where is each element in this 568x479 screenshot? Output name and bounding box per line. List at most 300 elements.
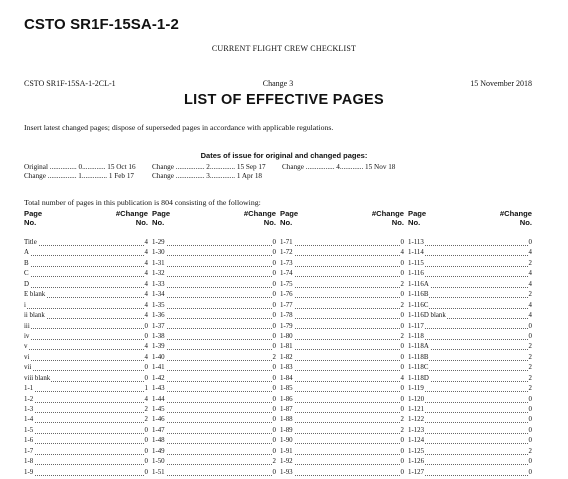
table-row xyxy=(280,426,404,436)
page-number: 1-5 xyxy=(24,426,34,436)
page-number: 1-4 xyxy=(24,415,34,425)
page-number: 1-8 xyxy=(24,457,34,467)
change-number: 2 xyxy=(528,259,532,269)
dot-leader xyxy=(152,328,276,329)
change-number: 2 xyxy=(528,384,532,394)
dates-column-1 xyxy=(24,163,136,181)
page-number: 1-113 xyxy=(408,238,425,248)
page-number: B xyxy=(24,259,30,269)
change-number: 0 xyxy=(528,426,532,436)
page-number: 1-35 xyxy=(152,301,166,311)
page-number: 1-7 xyxy=(24,447,34,457)
lep-rows xyxy=(152,238,276,478)
table-row xyxy=(280,238,404,248)
page-number: 1-116 xyxy=(408,269,425,279)
page-number: 1-34 xyxy=(152,290,166,300)
page-number: 1-36 xyxy=(152,311,166,321)
page-number: 1-40 xyxy=(152,353,166,363)
change-number: 2 xyxy=(528,353,532,363)
dot-leader xyxy=(280,360,404,361)
dot-leader xyxy=(152,443,276,444)
change-number: 4 xyxy=(528,248,532,258)
change-number: 0 xyxy=(272,280,276,290)
dot-leader xyxy=(152,287,276,288)
change-number: 0 xyxy=(400,259,404,269)
change-number: 0 xyxy=(400,447,404,457)
page-number: 1-123 xyxy=(408,426,425,436)
table-row xyxy=(280,457,404,467)
page-number: 1-38 xyxy=(152,332,166,342)
change-number: 0 xyxy=(272,248,276,258)
dot-leader xyxy=(152,318,276,319)
change-number: 0 xyxy=(272,259,276,269)
dot-leader xyxy=(24,308,148,309)
table-row xyxy=(24,415,148,425)
change-number: 0 xyxy=(272,405,276,415)
change-number: 4 xyxy=(528,311,532,321)
change-number: 2 xyxy=(400,280,404,290)
document-meta-row xyxy=(24,79,532,90)
table-row xyxy=(280,332,404,342)
change-number: 0 xyxy=(528,332,532,342)
change-number: 0 xyxy=(400,468,404,478)
change-number: 0 xyxy=(144,322,148,332)
table-row xyxy=(152,374,276,384)
dot-leader xyxy=(24,464,148,465)
change-number: 2 xyxy=(528,290,532,300)
dot-leader xyxy=(280,443,404,444)
date-entry: Change ................ 1.............. 1 Feb 17 xyxy=(24,172,135,180)
change-number: 0 xyxy=(144,363,148,373)
change-number: 0 xyxy=(400,290,404,300)
change-number: 0 xyxy=(400,363,404,373)
page-number: 1-29 xyxy=(152,238,166,248)
change-number: 4 xyxy=(400,248,404,258)
page-number: 1-116B xyxy=(408,290,429,300)
page-number: Title xyxy=(24,238,38,248)
table-row xyxy=(152,248,276,258)
checklist-id: CSTO SR1F-15SA-1-2CL-1 xyxy=(24,79,116,88)
change-number: 0 xyxy=(400,457,404,467)
page-number: C xyxy=(24,269,30,279)
dot-leader xyxy=(152,454,276,455)
table-row xyxy=(280,290,404,300)
table-row xyxy=(408,374,532,384)
dot-leader xyxy=(280,464,404,465)
dot-leader xyxy=(152,422,276,423)
page-number: v xyxy=(24,342,28,352)
lep-column xyxy=(24,209,148,476)
change-number: 0 xyxy=(400,269,404,279)
change-number: 0 xyxy=(400,353,404,363)
table-row xyxy=(24,290,148,300)
change-number: 0 xyxy=(400,436,404,446)
page-number: 1-42 xyxy=(152,374,166,384)
dot-leader xyxy=(408,276,532,277)
table-row xyxy=(280,311,404,321)
table-row xyxy=(408,269,532,279)
page-number: 1-39 xyxy=(152,342,166,352)
change-number: 4 xyxy=(144,342,148,352)
dot-leader xyxy=(152,245,276,246)
table-row xyxy=(280,415,404,425)
change-number: 0 xyxy=(400,405,404,415)
dot-leader xyxy=(24,433,148,434)
change-number: 0 xyxy=(272,468,276,478)
page-number: 1-45 xyxy=(152,405,166,415)
table-row xyxy=(280,468,404,478)
dot-leader xyxy=(280,412,404,413)
table-row xyxy=(24,353,148,363)
header-change xyxy=(500,209,532,227)
page-number: 1-31 xyxy=(152,259,166,269)
change-number: 0 xyxy=(400,238,404,248)
change-number: 0 xyxy=(400,342,404,352)
page-number: 1-9 xyxy=(24,468,34,478)
column-header xyxy=(408,209,532,227)
table-row xyxy=(152,238,276,248)
table-row xyxy=(408,322,532,332)
table-row xyxy=(280,436,404,446)
change-number: 0 xyxy=(528,436,532,446)
date-entry: Change ................ 4............. 15 Nov 18 xyxy=(282,163,396,171)
table-row xyxy=(152,468,276,478)
dot-leader xyxy=(24,360,148,361)
change-number: 4 xyxy=(144,248,148,258)
dot-leader xyxy=(24,328,148,329)
table-row xyxy=(152,322,276,332)
document-id: CSTO SR1F-15SA-1-2 xyxy=(24,16,179,33)
table-row xyxy=(24,280,148,290)
dot-leader xyxy=(152,433,276,434)
page-number: 1-46 xyxy=(152,415,166,425)
dot-leader xyxy=(152,297,276,298)
page-number: 1-85 xyxy=(280,384,294,394)
table-row xyxy=(24,447,148,457)
table-row xyxy=(24,269,148,279)
dot-leader xyxy=(408,422,532,423)
column-header xyxy=(152,209,276,227)
table-row xyxy=(24,468,148,478)
table-row xyxy=(280,342,404,352)
change-number: 0 xyxy=(272,290,276,300)
change-number: 2 xyxy=(400,332,404,342)
header-page-line2: No. xyxy=(280,218,293,227)
table-row xyxy=(24,384,148,394)
page-number: 1-120 xyxy=(408,395,425,405)
dot-leader xyxy=(408,443,532,444)
dot-leader xyxy=(152,391,276,392)
change-number: 4 xyxy=(144,301,148,311)
page-number: 1-118D xyxy=(408,374,430,384)
page-number: 1-127 xyxy=(408,468,425,478)
change-number: 4 xyxy=(144,269,148,279)
table-row xyxy=(24,238,148,248)
page-number: 1-75 xyxy=(280,280,294,290)
table-row xyxy=(24,405,148,415)
dot-leader xyxy=(280,297,404,298)
table-row xyxy=(152,436,276,446)
header-page xyxy=(152,209,170,227)
table-row xyxy=(408,384,532,394)
page-number: 1-37 xyxy=(152,322,166,332)
change-number: 0 xyxy=(272,447,276,457)
page-number: 1-72 xyxy=(280,248,294,258)
table-row xyxy=(280,353,404,363)
table-row xyxy=(280,374,404,384)
header-change-line2: No. xyxy=(263,218,276,227)
dot-leader xyxy=(24,422,148,423)
table-row xyxy=(152,395,276,405)
table-row xyxy=(408,415,532,425)
page-number: iii xyxy=(24,322,31,332)
page-number: 1-49 xyxy=(152,447,166,457)
dot-leader xyxy=(24,443,148,444)
table-row xyxy=(280,363,404,373)
dot-leader xyxy=(24,349,148,350)
change-number: 0 xyxy=(272,363,276,373)
dot-leader xyxy=(24,245,148,246)
table-row xyxy=(152,426,276,436)
change-number: 4 xyxy=(400,374,404,384)
table-row xyxy=(408,238,532,248)
header-page-line1: Page xyxy=(24,209,43,218)
lep-rows xyxy=(24,238,148,478)
table-row xyxy=(24,436,148,446)
dot-leader xyxy=(24,255,148,256)
dot-leader xyxy=(24,402,148,403)
change-number: 4 xyxy=(144,353,148,363)
header-change xyxy=(116,209,148,227)
table-row xyxy=(152,259,276,269)
page-number: 1-115 xyxy=(408,259,425,269)
dot-leader xyxy=(280,287,404,288)
change-number: 0 xyxy=(144,457,148,467)
dot-leader xyxy=(280,381,404,382)
page-number: 1-48 xyxy=(152,436,166,446)
header-change-line1: #Change xyxy=(243,209,276,218)
page-number: 1-1 xyxy=(24,384,34,394)
header-change-line2: No. xyxy=(391,218,404,227)
table-row xyxy=(152,269,276,279)
page-number: 1-87 xyxy=(280,405,294,415)
change-number: 0 xyxy=(400,395,404,405)
change-number: 2 xyxy=(400,426,404,436)
header-change-line1: #Change xyxy=(499,209,532,218)
change-number: 4 xyxy=(144,280,148,290)
dot-leader xyxy=(408,402,532,403)
page-number: 1-114 xyxy=(408,248,425,258)
table-row xyxy=(24,311,148,321)
dot-leader xyxy=(280,245,404,246)
table-row xyxy=(408,248,532,258)
page-number: vi xyxy=(24,353,30,363)
dot-leader xyxy=(24,339,148,340)
change-number: 4 xyxy=(528,269,532,279)
table-row xyxy=(408,290,532,300)
dot-leader xyxy=(408,454,532,455)
table-row xyxy=(152,290,276,300)
page-number: 1-2 xyxy=(24,395,34,405)
page-title: LIST OF EFFECTIVE PAGES xyxy=(184,92,384,108)
page-number: 1-124 xyxy=(408,436,425,446)
change-number: 2 xyxy=(400,301,404,311)
header-change xyxy=(244,209,276,227)
page-number: 1-118A xyxy=(408,342,430,352)
change-number: Change 3 xyxy=(262,79,294,88)
page-number: 1-117 xyxy=(408,322,425,332)
page-number: 1-90 xyxy=(280,436,294,446)
table-row xyxy=(24,332,148,342)
table-row xyxy=(280,447,404,457)
change-number: 0 xyxy=(272,374,276,384)
page-number: 1-47 xyxy=(152,426,166,436)
change-number: 4 xyxy=(144,238,148,248)
page-number: E blank xyxy=(24,290,46,300)
change-number: 2 xyxy=(144,415,148,425)
dot-leader xyxy=(152,266,276,267)
dot-leader xyxy=(408,433,532,434)
table-row xyxy=(152,311,276,321)
table-row xyxy=(24,301,148,311)
table-row xyxy=(152,447,276,457)
change-number: 2 xyxy=(272,353,276,363)
page-number: 1-83 xyxy=(280,363,294,373)
page-number: i xyxy=(24,301,27,311)
change-number: 0 xyxy=(528,395,532,405)
page-number: ii blank xyxy=(24,311,46,321)
column-header xyxy=(280,209,404,227)
table-row xyxy=(280,269,404,279)
table-row xyxy=(408,426,532,436)
dot-leader xyxy=(280,391,404,392)
header-page xyxy=(280,209,298,227)
dot-leader xyxy=(280,370,404,371)
header-page xyxy=(24,209,42,227)
dot-leader xyxy=(408,245,532,246)
page-number: iv xyxy=(24,332,30,342)
change-number: 0 xyxy=(144,436,148,446)
header-page-line1: Page xyxy=(408,209,427,218)
page-number: 1-80 xyxy=(280,332,294,342)
page-number: 1-41 xyxy=(152,363,166,373)
table-row xyxy=(24,395,148,405)
change-number: 0 xyxy=(272,269,276,279)
page-number: 1-118C xyxy=(408,363,429,373)
change-number: 1 xyxy=(144,384,148,394)
table-row xyxy=(280,301,404,311)
change-number: 0 xyxy=(272,322,276,332)
table-row xyxy=(152,353,276,363)
dot-leader xyxy=(152,402,276,403)
page-number: 1-89 xyxy=(280,426,294,436)
change-number: 0 xyxy=(400,384,404,394)
dot-leader xyxy=(280,276,404,277)
dot-leader xyxy=(280,318,404,319)
change-number: 2 xyxy=(528,363,532,373)
header-page-line2: No. xyxy=(152,218,165,227)
date-entry: Original ............... 0............. 15 Oct 16 xyxy=(24,163,136,171)
dot-leader xyxy=(152,308,276,309)
change-number: 0 xyxy=(272,311,276,321)
change-number: 4 xyxy=(144,395,148,405)
change-number: 0 xyxy=(272,332,276,342)
table-row xyxy=(24,248,148,258)
total-pages-text: Total number of pages in this publication is 804 consisting of the following: xyxy=(24,198,261,207)
change-number: 4 xyxy=(528,280,532,290)
dot-leader xyxy=(280,454,404,455)
dot-leader xyxy=(152,412,276,413)
page-number: 1-6 xyxy=(24,436,34,446)
table-row xyxy=(152,415,276,425)
page-number: 1-33 xyxy=(152,280,166,290)
dot-leader xyxy=(280,308,404,309)
page-number: 1-126 xyxy=(408,457,425,467)
table-row xyxy=(24,363,148,373)
dot-leader xyxy=(408,475,532,476)
page-number: 1-51 xyxy=(152,468,166,478)
dot-leader xyxy=(408,412,532,413)
dot-leader xyxy=(152,360,276,361)
table-row xyxy=(408,436,532,446)
change-number: 0 xyxy=(272,384,276,394)
table-row xyxy=(280,395,404,405)
dot-leader xyxy=(280,339,404,340)
table-row xyxy=(408,353,532,363)
page-number: 1-88 xyxy=(280,415,294,425)
dates-column-3 xyxy=(282,163,395,172)
header-change-line1: #Change xyxy=(115,209,148,218)
lep-column xyxy=(408,209,532,476)
change-number: 0 xyxy=(528,457,532,467)
dot-leader xyxy=(408,339,532,340)
dot-leader xyxy=(152,339,276,340)
table-row xyxy=(280,384,404,394)
dot-leader xyxy=(280,475,404,476)
change-number: 0 xyxy=(272,436,276,446)
header-change-line1: #Change xyxy=(371,209,404,218)
dot-leader xyxy=(24,475,148,476)
dot-leader xyxy=(24,287,148,288)
dot-leader xyxy=(408,464,532,465)
page-number: A xyxy=(24,248,30,258)
change-number: 0 xyxy=(144,468,148,478)
page-number: 1-50 xyxy=(152,457,166,467)
header-change-line2: No. xyxy=(519,218,532,227)
table-row xyxy=(152,363,276,373)
table-row xyxy=(408,447,532,457)
header-page-line2: No. xyxy=(408,218,421,227)
change-number: 0 xyxy=(400,322,404,332)
page-number: 1-43 xyxy=(152,384,166,394)
table-row xyxy=(24,426,148,436)
page-number: 1-93 xyxy=(280,468,294,478)
page-number: 1-118B xyxy=(408,353,429,363)
change-number: 0 xyxy=(144,447,148,457)
table-row xyxy=(408,457,532,467)
table-row xyxy=(152,332,276,342)
page-number: 1-122 xyxy=(408,415,425,425)
table-row xyxy=(408,311,532,321)
page-number: 1-121 xyxy=(408,405,425,415)
page-number: 1-86 xyxy=(280,395,294,405)
dates-column-2 xyxy=(152,163,266,181)
table-row xyxy=(152,384,276,394)
dot-leader xyxy=(152,475,276,476)
change-number: 0 xyxy=(528,468,532,478)
page-number: 1-82 xyxy=(280,353,294,363)
lep-rows xyxy=(408,238,532,478)
